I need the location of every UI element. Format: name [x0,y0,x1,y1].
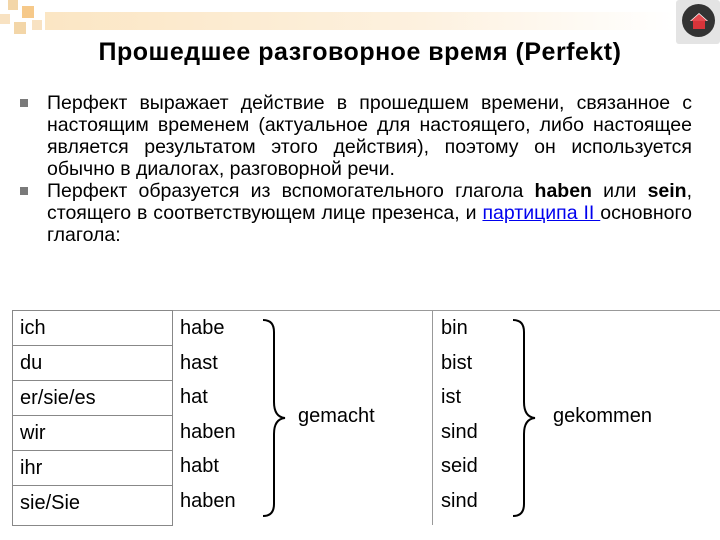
verb-form: sind [441,420,478,443]
participle-link[interactable]: партиципа II [482,202,601,224]
table-row: er/sie/es [13,380,172,415]
verb-form: hat [180,386,208,409]
bullet-item [20,180,692,246]
bullet-text: или [591,180,648,202]
bullet-text: основного глагола: [47,202,692,246]
participle-gemacht: gemacht [298,405,375,427]
curly-brace-icon [258,318,288,518]
verb-form: hast [180,351,218,374]
verb-form: haben [180,489,236,512]
sein-forms-column [441,311,478,519]
bullet-list [20,92,692,246]
curly-brace-icon [508,318,538,518]
participle-gekommen: gekommen [553,405,652,427]
table-row: ihr [13,450,172,485]
table-row: sie/Sie [13,485,172,525]
decorative-top-bar [45,12,675,30]
slide-title: Прошедшее разговорное время (Perfekt) [98,38,622,66]
verb-form: seid [441,455,478,478]
bullet-item [20,92,692,180]
verb-form: bin [441,317,468,339]
pronoun-table [12,310,173,526]
haben-keyword: haben [534,180,592,202]
verb-form: habe [180,317,225,339]
verb-form: haben [180,420,236,443]
table-row: du [13,345,172,380]
table-row: wir [13,415,172,450]
sein-keyword: sein [647,180,687,202]
table-row: ich [13,310,172,345]
verb-form: ist [441,386,461,409]
verb-form: sind [441,489,478,512]
home-icon [682,4,715,37]
square-bullet-icon [20,99,28,107]
bullet-text: Перфект выражает действие в прошедшем времени, связанное с настоящим временем (актуальное для настоящего, либо настоящее является результатом этого действия), поэтому он используется обычно в диалогах, разговорной речи. [47,92,692,180]
column-divider [432,310,433,525]
square-bullet-icon [20,187,28,195]
verb-form: bist [441,351,473,374]
verb-form: habt [180,455,219,478]
bullet-text: Перфект образуется из вспомогательного глагола [47,180,535,202]
haben-forms-column [180,311,236,519]
bullet-text: , стоящего в соответствующем лице презенса, и [47,180,693,224]
